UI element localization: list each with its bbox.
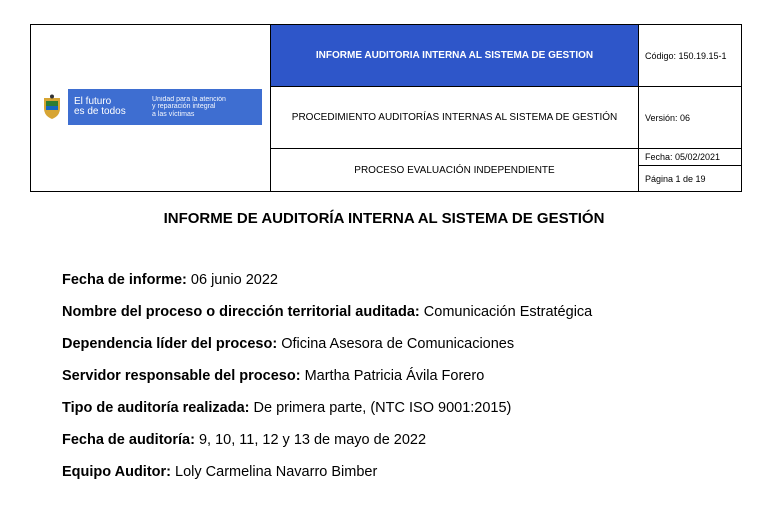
field-value: Comunicación Estratégica (423, 304, 593, 320)
field-responsible-server (62, 366, 592, 398)
date-cell (639, 149, 741, 166)
field-value: 9, 10, 11, 12 y 13 de mayo de 2022 (198, 432, 427, 448)
field-label: Equipo Auditor: (62, 464, 171, 480)
organization-logo (36, 89, 262, 125)
report-fields (62, 270, 592, 494)
report-title-cell (271, 25, 639, 87)
field-value: Martha Patricia Ávila Forero (304, 368, 485, 384)
process-name: PROCESO EVALUACIÓN INDEPENDIENTE (354, 164, 555, 176)
process-cell (271, 149, 639, 191)
logo-cell (31, 25, 271, 191)
document-header-table (30, 24, 742, 192)
field-label: Dependencia líder del proceso: (62, 336, 278, 352)
coat-of-arms-icon (36, 89, 68, 125)
field-value: 06 junio 2022 (190, 272, 278, 288)
document-code: Código: 150.19.15-1 (645, 50, 727, 61)
page-cell (639, 166, 741, 191)
report-title: INFORME AUDITORIA INTERNA AL SISTEMA DE GESTION (315, 50, 594, 61)
procedure-name: PROCEDIMIENTO AUDITORÍAS INTERNAS AL SISTEMA DE GESTIÓN (291, 112, 618, 123)
field-label: Servidor responsable del proceso: (62, 368, 301, 384)
version-cell (639, 87, 741, 149)
field-value: Oficina Asesora de Comunicaciones (281, 336, 515, 352)
page-number: Página 1 de 19 (645, 173, 706, 184)
field-audit-type (62, 398, 592, 430)
field-report-date (62, 270, 592, 302)
field-value: De primera parte, (NTC ISO 9001:2015) (253, 400, 512, 416)
field-label: Fecha de auditoría: (62, 432, 195, 448)
logo-unit-name: Unidad para la atención y reparación integral a las víctimas (152, 95, 226, 118)
field-label: Tipo de auditoría realizada: (62, 400, 250, 416)
document-date: Fecha: 05/02/2021 (645, 152, 721, 162)
field-audit-date (62, 430, 592, 462)
field-label: Nombre del proceso o dirección territorial auditada: (62, 304, 420, 320)
field-label: Fecha de informe: (62, 272, 187, 288)
logo-tagline: El futuro es de todos (74, 96, 126, 117)
document-title: INFORME DE AUDITORÍA INTERNA AL SISTEMA DE GESTIÓN (163, 210, 605, 227)
field-audit-team (62, 462, 592, 494)
document-version: Versión: 06 (645, 112, 691, 123)
code-cell (639, 25, 741, 87)
field-value: Loly Carmelina Navarro Bimber (175, 464, 378, 480)
field-audited-process (62, 302, 592, 334)
procedure-cell (271, 87, 639, 149)
field-lead-dependency (62, 334, 592, 366)
